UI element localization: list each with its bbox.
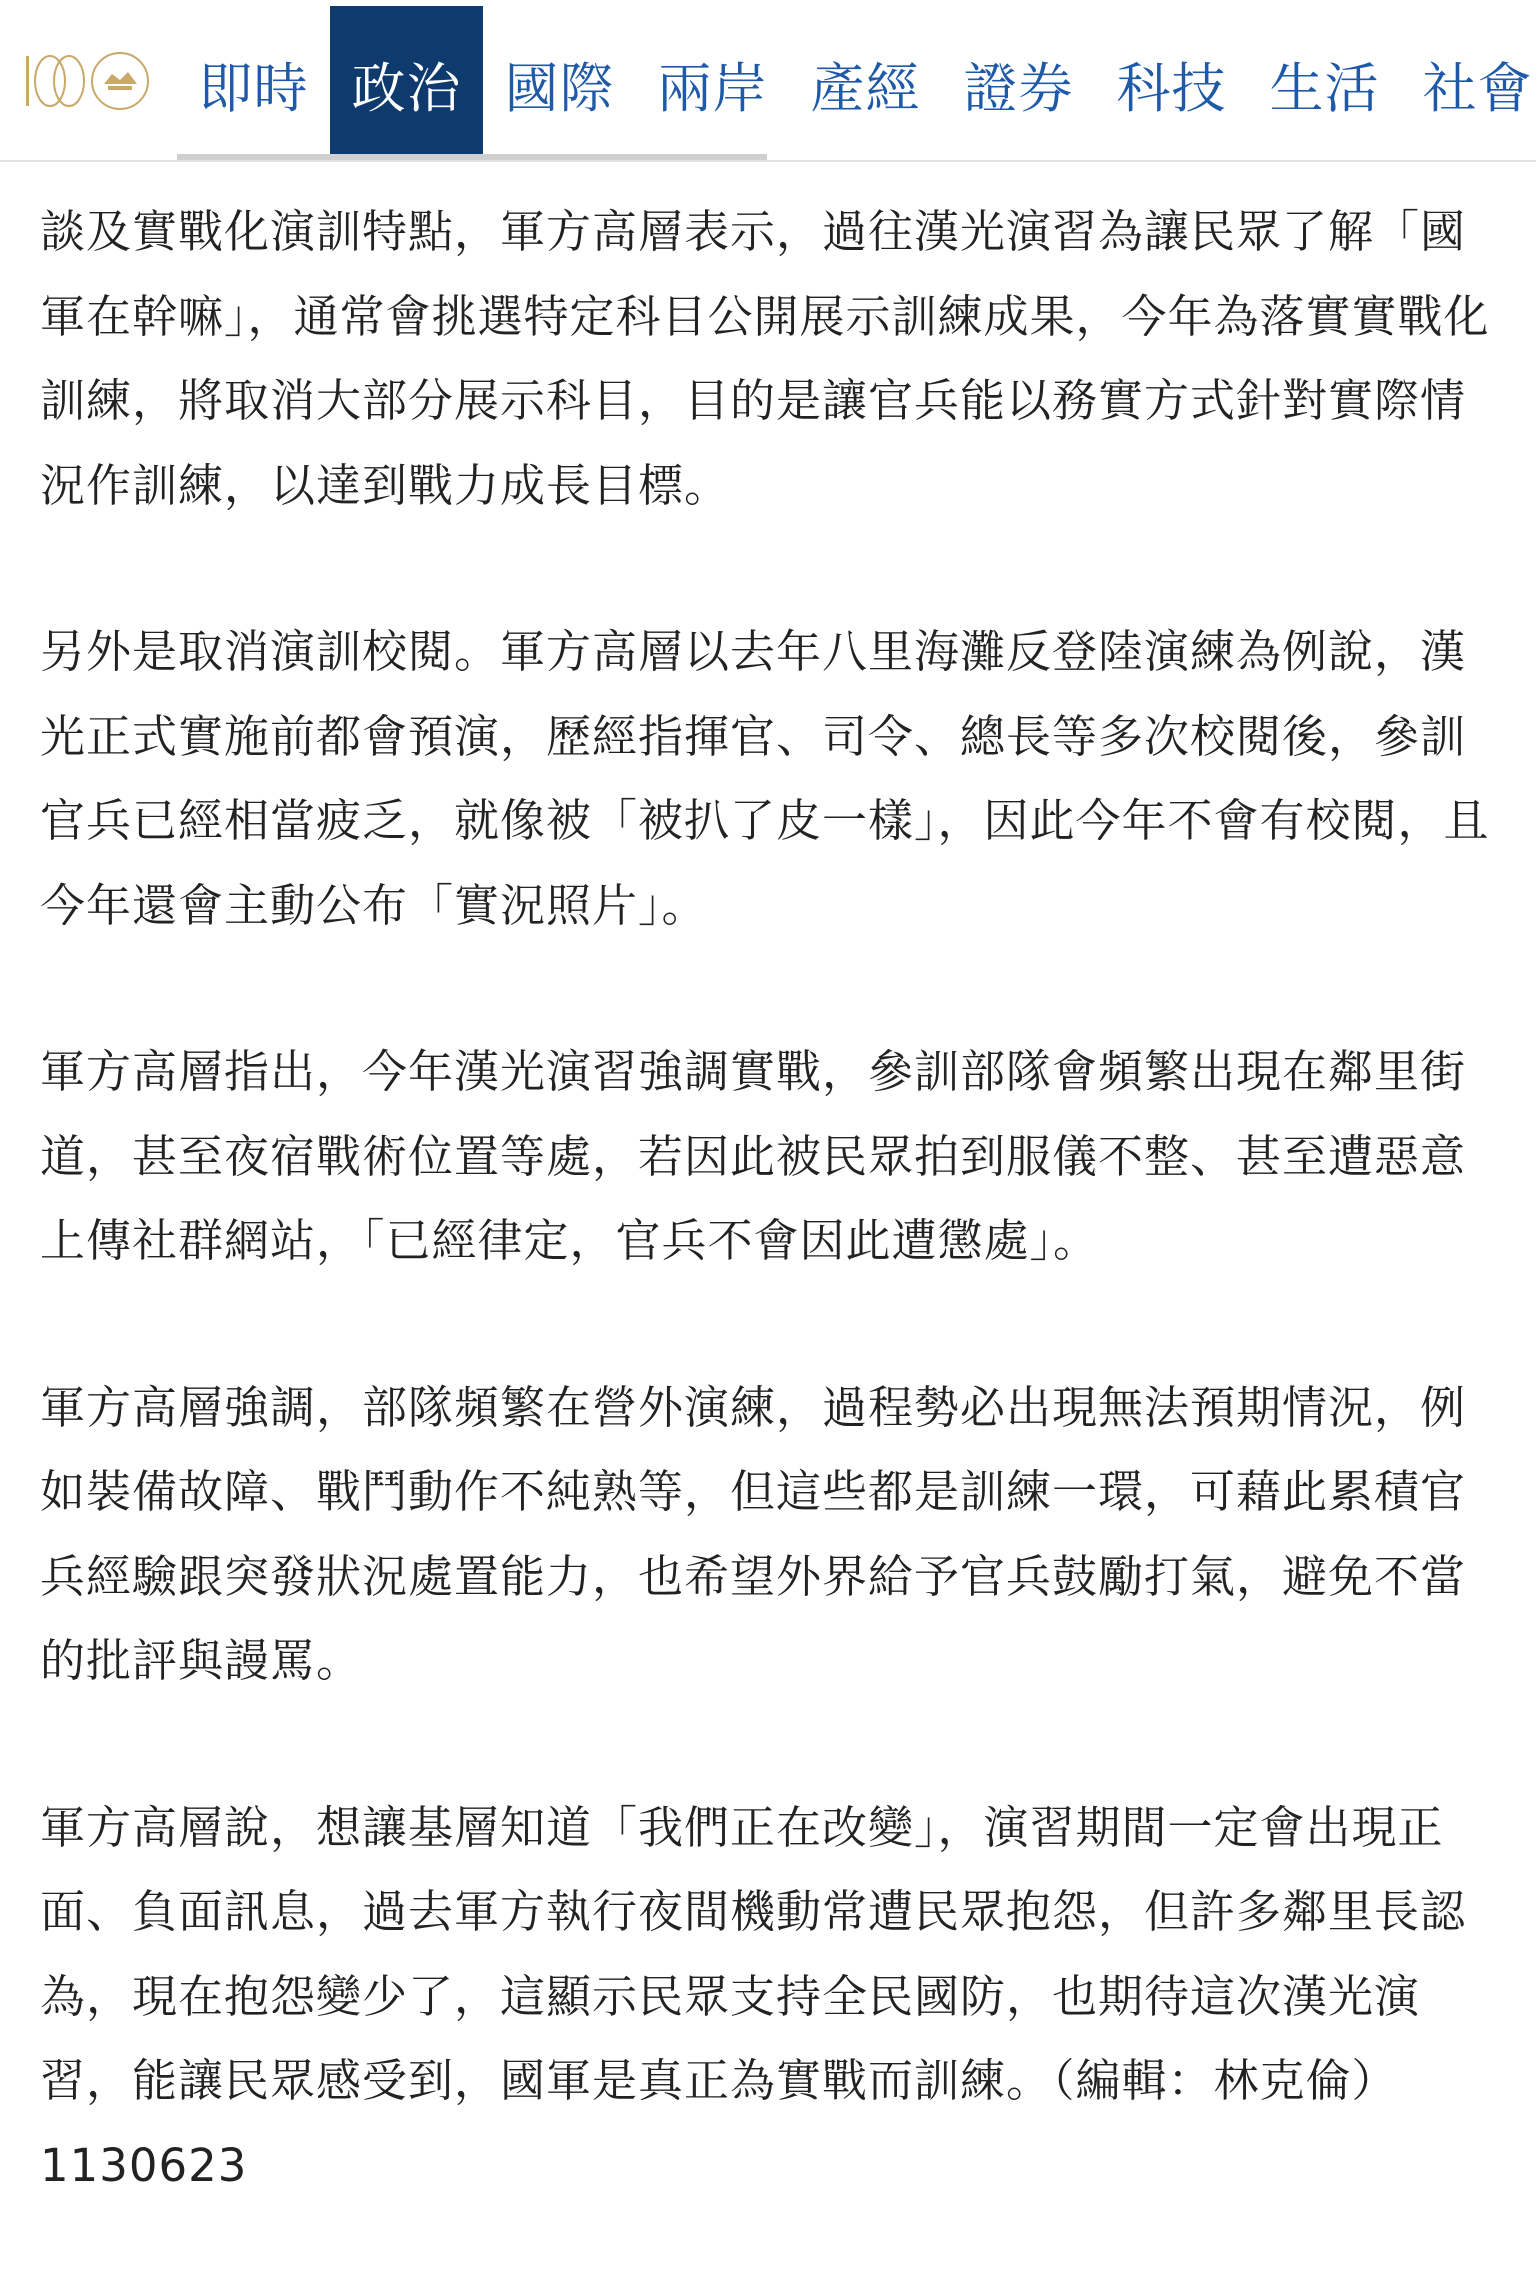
category-nav — [177, 6, 1536, 160]
nav-scroll-indicator — [177, 154, 767, 160]
article-paragraph: 軍方高層說，想讓基層知道「我們正在改變」，演習期間一定會出現正面、負面訊息，過去軍方執行夜間機動常遭民眾抱怨，但許多鄰里長認為，現在抱怨變少了，這顯示民眾支持全民國防，也期待這次漢光演習，能讓民眾感受到，國軍是真正為實戰而訓練。（編輯：林克倫）1130623 — [40, 1800, 1467, 2192]
article-paragraph: 軍方高層指出，今年漢光演習強調實戰，參訓部隊會頻繁出現在鄰里街道，甚至夜宿戰術位置等處，若因此被民眾拍到服儀不整、甚至遭惡意上傳社群網站，「已經律定，官兵不會因此遭懲處」。 — [40, 1045, 1467, 1267]
nav-tab-cross-strait[interactable]: 兩岸 — [657, 56, 768, 120]
nav-tab-politics[interactable]: 政治 — [330, 6, 483, 160]
article-paragraph: 另外是取消演訓校閱。軍方高層以去年八里海灘反登陸演練為例說，漢光正式實施前都會預演，歷經指揮官、司令、總長等多次校閱後，參訓官兵已經相當疲乏，就像被「被扒了皮一樣」，因此今年不會有校閱，且今年還會主動公布「實況照片」。 — [40, 625, 1490, 932]
nav-tab-technology[interactable]: 科技 — [1116, 56, 1227, 120]
article-body — [40, 190, 1506, 2290]
nav-tab-economy[interactable]: 產經 — [810, 56, 921, 120]
nav-tab-international[interactable]: 國際 — [504, 56, 615, 120]
article-paragraph: 談及實戰化演訓特點，軍方高層表示，過往漢光演習為讓民眾了解「國軍在幹嘛」，通常會挑選特定科目公開展示訓練成果，今年為落實實戰化訓練，將取消大部分展示科目，目的是讓官兵能以務實方式針對實際情況作訓練，以達到戰力成長目標。 — [40, 205, 1490, 512]
top-navigation-bar — [0, 0, 1536, 162]
nav-tab-securities[interactable]: 證券 — [963, 56, 1074, 120]
nav-tab-realtime[interactable]: 即時 — [198, 56, 309, 120]
cna-logo-icon[interactable] — [24, 50, 164, 112]
nav-tab-society[interactable]: 社會 — [1422, 56, 1533, 120]
nav-tab-life[interactable]: 生活 — [1269, 56, 1380, 120]
article-paragraph: 軍方高層強調，部隊頻繁在營外演練，過程勢必出現無法預期情況，例如裝備故障、戰鬥動作不純熟等，但這些都是訓練一環，可藉此累積官兵經驗跟突發狀況處置能力，也希望外界給予官兵鼓勵打氣，避免不當的批評與謾罵。 — [40, 1380, 1467, 1687]
